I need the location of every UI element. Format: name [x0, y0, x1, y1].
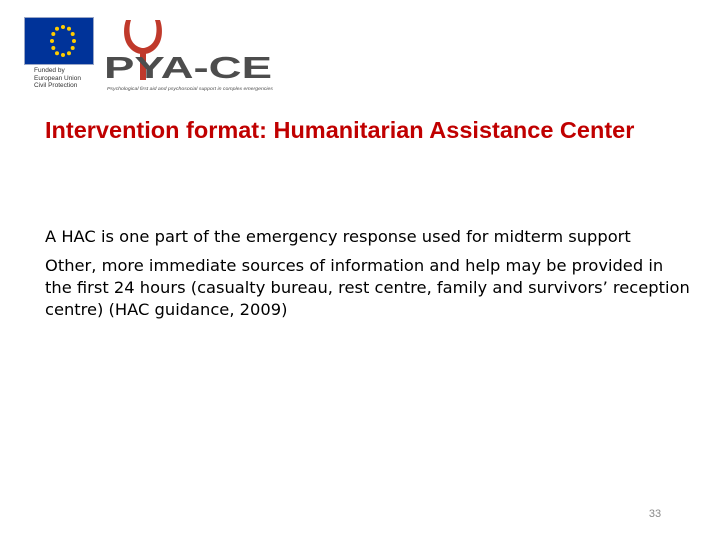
pyace-logo — [104, 14, 276, 94]
eu-flag-icon — [24, 17, 94, 65]
eu-caption-line: European Union — [34, 74, 81, 82]
eu-caption-line: Civil Protection — [34, 82, 78, 89]
eu-funding-logo — [24, 17, 96, 91]
pyace-tagline: Psychological first aid and psychosocial support in complex emergencies — [107, 87, 262, 92]
slide-title: Intervention format: Humanitarian Assistance Center — [45, 117, 635, 143]
body-paragraph: A HAC is one part of the emergency response used for midterm support — [45, 227, 631, 246]
body-paragraph: Other, more immediate sources of information and help may be provided in the first 24 hours (casualty bureau, rest centre, family and survivors’ reception centre) (HAC guidance, 2009) — [45, 256, 690, 319]
eu-caption — [34, 67, 104, 90]
slide-number: 33 — [648, 508, 662, 520]
eu-caption-line: Funded by — [34, 67, 65, 74]
slide-body — [45, 226, 695, 328]
pyace-wordmark: PYA-CE — [104, 50, 272, 85]
